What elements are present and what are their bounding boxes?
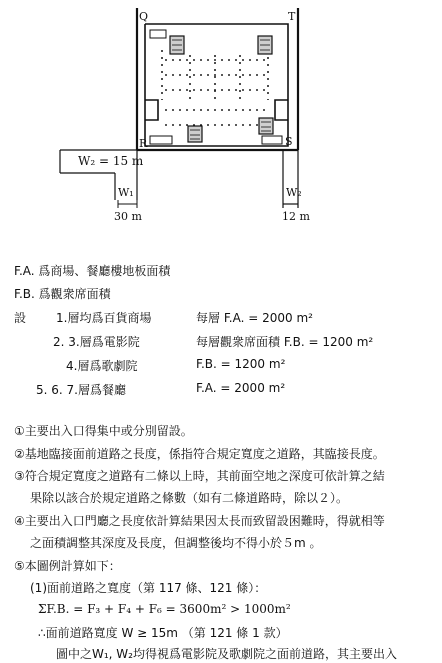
note-5 [14,557,121,574]
road-right-w2-label: W₂ [286,186,302,199]
note-3-num: ③ [14,469,25,483]
road-w2-label: W₂ = 15 m [78,154,144,168]
road-w1-label: W₁ [118,186,134,199]
setup-row-2-floor: 2. 3.層爲電影院 [53,335,140,349]
note-3 [14,467,385,484]
road-w1-markers [118,200,137,208]
setup-row-1-floor: 1.層均爲百貨商場 [56,311,152,325]
setup-row-2-desc: 每層觀衆席面積 F.B. = 1200 m² [196,335,374,349]
note-2-num: ② [14,447,25,461]
corner-r-label: R [139,137,148,150]
note-1 [14,422,193,439]
interior-dashed-grid [162,50,268,125]
setup-row-4-floor: 5. 6. 7.層爲餐廳 [36,383,126,397]
note-2 [14,445,385,462]
corner-t-label: T [288,10,296,23]
corner-s-label: S [285,135,293,148]
corner-q-label: Q [139,10,149,23]
note-3-line-1: 符合規定寬度之道路有二條以上時，其前面空地之深度可依計算之結 [24,469,385,483]
note-4 [14,512,385,529]
note-5-line-1: 本圖例計算如下： [24,559,121,573]
site-plan-diagram [0,0,442,230]
legend-fa: F.A. 爲商場、餐廳樓地板面積 [14,264,171,278]
stair-cores [170,36,273,142]
note-4-num: ④ [14,514,25,528]
calc-therefore-line: ∴面前道路寬度 W ≥ 15m （第 121 條 1 款） [38,626,288,640]
note-2-line-1: 基地臨接面前道路之長度，係指符合規定寬度之道路，其臨接長度。 [24,447,385,461]
setup-row-1-desc: 每層 F.A. = 2000 m² [196,311,313,325]
note-1-num: ① [14,424,25,438]
site-boundary [137,8,298,150]
note-1-line-1: 主要出入口得集中或分別留設。 [24,424,193,438]
setup-row-3-desc: F.B. = 1200 m² [196,357,286,371]
calc-sum-line: ΣF.B. = F₃ + F₄ + F₆ = 3600m² > 1000m² [38,602,291,616]
note-4-line-1: 主要出入口門廳之長度依計算結果因太長而致留設困難時，得就相等 [24,514,385,528]
width-30m-label: 30 m [114,210,142,223]
road-right-lines [283,150,298,208]
note-4-line-2: 之面積調整其深度及長度，但調整後均不得小於５m 。 [30,536,322,550]
calc-heading: (1)面前道路之寬度（第 117 條、121 條）： [30,581,267,595]
note-5-num: ⑤ [14,559,25,573]
setup-row-3-floor: 4.層爲歌劇院 [66,359,138,373]
setup-row-4-desc: F.A. = 2000 m² [196,381,286,395]
legend-fb: F.B. 爲觀衆席面積 [14,287,111,301]
setup-label: 設 [14,311,27,325]
note-3-line-2: 果除以該合於規定道路之條數（如有二條道路時，除以２）。 [30,491,349,505]
width-12m-label: 12 m [282,210,310,223]
calc-last-line: 圖中之W₁, W₂均得視爲電影院及歌劇院之面前道路，其主要出入 [56,647,397,661]
